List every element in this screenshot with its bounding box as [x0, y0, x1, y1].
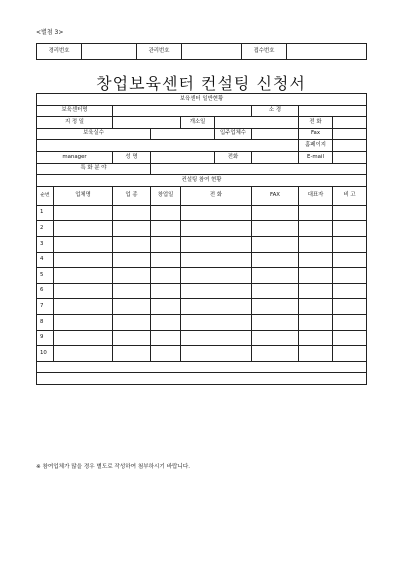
location-field[interactable] — [299, 105, 367, 117]
cell[interactable] — [113, 314, 151, 330]
cell[interactable] — [333, 236, 367, 252]
cell[interactable] — [113, 299, 151, 315]
col-header-remarks: 비 고 — [333, 186, 367, 205]
attachment-label: <별첨 3> — [36, 29, 64, 36]
management-number-field[interactable] — [182, 44, 242, 60]
opening-date-field[interactable] — [215, 117, 299, 129]
row-number: 9 — [37, 330, 54, 346]
cell[interactable] — [54, 221, 113, 237]
row-number: 6 — [37, 283, 54, 299]
cell[interactable] — [151, 330, 181, 346]
cell[interactable] — [54, 314, 113, 330]
row-number: 3 — [37, 236, 54, 252]
cell[interactable] — [181, 236, 252, 252]
tenant-count-field[interactable] — [252, 128, 299, 140]
cell[interactable] — [54, 205, 113, 221]
cell[interactable] — [151, 299, 181, 315]
cell[interactable] — [181, 299, 252, 315]
cell[interactable] — [252, 236, 299, 252]
manager-name-field[interactable] — [151, 151, 215, 163]
row-number: 10 — [37, 346, 54, 362]
cell[interactable] — [299, 283, 333, 299]
row-number: 5 — [37, 268, 54, 284]
opening-date-label: 개소일 — [181, 117, 215, 129]
cell[interactable] — [299, 330, 333, 346]
col-header-fax: FAX — [252, 186, 299, 205]
cell[interactable] — [252, 330, 299, 346]
cell[interactable] — [333, 299, 367, 315]
application-form-table — [36, 93, 367, 385]
location-label: 소 경 — [252, 105, 299, 117]
col-header-company: 업체명 — [54, 186, 113, 205]
cell[interactable] — [151, 268, 181, 284]
incubation-rooms-field[interactable] — [151, 128, 215, 140]
cell[interactable] — [299, 205, 333, 221]
cell[interactable] — [333, 283, 367, 299]
cell[interactable] — [113, 236, 151, 252]
consulting-section-heading: 컨설팅 참여 현황 — [37, 175, 367, 187]
fax-field[interactable] — [333, 128, 367, 140]
accounting-number-label: 경리번호 — [37, 44, 82, 60]
cell[interactable] — [113, 283, 151, 299]
rooms-tenants-blank[interactable] — [37, 140, 299, 152]
cell[interactable] — [151, 314, 181, 330]
cell[interactable] — [113, 330, 151, 346]
attachments-box — [37, 373, 367, 385]
cell[interactable] — [151, 252, 181, 268]
cell[interactable] — [252, 314, 299, 330]
cell[interactable] — [299, 221, 333, 237]
cell[interactable] — [151, 236, 181, 252]
cell[interactable] — [54, 346, 113, 362]
specialty-field[interactable] — [151, 163, 367, 175]
application-statement-box — [37, 361, 367, 373]
cell[interactable] — [299, 346, 333, 362]
manager-tel-label: 전화 — [215, 151, 252, 163]
cell[interactable] — [299, 252, 333, 268]
management-number-label: 관리번호 — [137, 44, 182, 60]
general-section-heading: 보육센터 일반현황 — [37, 94, 367, 106]
cell[interactable] — [333, 221, 367, 237]
specialty-label: 특 화 분 야 — [37, 163, 151, 175]
cell[interactable] — [252, 299, 299, 315]
cell[interactable] — [181, 205, 252, 221]
col-header-founding-date: 창업일 — [151, 186, 181, 205]
homepage-label: 홈페이지 — [299, 140, 333, 152]
cell[interactable] — [333, 268, 367, 284]
col-header-phone: 전 화 — [181, 186, 252, 205]
email-label: E-mail — [299, 151, 333, 163]
cell[interactable] — [151, 283, 181, 299]
center-name-label: 보육센터명 — [37, 105, 113, 117]
page-title: 창업보육센터 컨설팅 신청서 — [96, 74, 306, 93]
cell[interactable] — [252, 221, 299, 237]
cell[interactable] — [113, 346, 151, 362]
center-name-field[interactable] — [113, 105, 252, 117]
col-header-industry: 업 종 — [113, 186, 151, 205]
accounting-number-field[interactable] — [82, 44, 137, 60]
phone-field[interactable] — [333, 117, 367, 129]
cell[interactable] — [151, 205, 181, 221]
registry-number-table — [36, 43, 367, 60]
receipt-number-field[interactable] — [287, 44, 367, 60]
cell[interactable] — [113, 252, 151, 268]
cell[interactable] — [252, 283, 299, 299]
footnote: ※ 참여업체가 많을 경우 별도로 작성하여 첨부하시기 바랍니다. — [36, 464, 191, 470]
cell[interactable] — [333, 346, 367, 362]
cell[interactable] — [299, 299, 333, 315]
cell[interactable] — [181, 221, 252, 237]
homepage-field[interactable] — [333, 140, 367, 152]
cell[interactable] — [181, 268, 252, 284]
receipt-number-label: 접수번호 — [242, 44, 287, 60]
cell[interactable] — [333, 314, 367, 330]
row-number: 8 — [37, 314, 54, 330]
cell[interactable] — [252, 252, 299, 268]
cell[interactable] — [181, 283, 252, 299]
cell[interactable] — [113, 205, 151, 221]
cell[interactable] — [54, 283, 113, 299]
cell[interactable] — [333, 330, 367, 346]
cell[interactable] — [113, 221, 151, 237]
row-number: 1 — [37, 205, 54, 221]
cell[interactable] — [333, 252, 367, 268]
cell[interactable] — [54, 236, 113, 252]
cell[interactable] — [54, 299, 113, 315]
cell[interactable] — [54, 252, 113, 268]
cell[interactable] — [252, 205, 299, 221]
row-number: 2 — [37, 221, 54, 237]
cell[interactable] — [181, 314, 252, 330]
cell[interactable] — [181, 330, 252, 346]
cell[interactable] — [151, 346, 181, 362]
fax-label: Fax — [299, 128, 333, 140]
cell[interactable] — [252, 346, 299, 362]
email-field[interactable] — [333, 151, 367, 163]
phone-label: 전 화 — [299, 117, 333, 129]
cell[interactable] — [299, 314, 333, 330]
cell[interactable] — [299, 268, 333, 284]
cell[interactable] — [252, 268, 299, 284]
designation-date-field[interactable] — [113, 117, 181, 129]
manager-tel-field[interactable] — [252, 151, 299, 163]
col-header-number: 순번 — [37, 186, 54, 205]
cell[interactable] — [181, 346, 252, 362]
cell[interactable] — [181, 252, 252, 268]
cell[interactable] — [151, 221, 181, 237]
manager-name-label: 성 명 — [113, 151, 151, 163]
consulting-table-body — [37, 186, 367, 361]
row-number: 7 — [37, 299, 54, 315]
incubation-rooms-label: 보육실수 — [37, 128, 151, 140]
cell[interactable] — [54, 268, 113, 284]
cell[interactable] — [333, 205, 367, 221]
cell[interactable] — [299, 236, 333, 252]
designation-date-label: 지 정 일 — [37, 117, 113, 129]
tenant-count-label: 입주업체수 — [215, 128, 252, 140]
col-header-representative: 대표자 — [299, 186, 333, 205]
cell[interactable] — [113, 268, 151, 284]
manager-label: manager — [37, 151, 113, 163]
row-number: 4 — [37, 252, 54, 268]
cell[interactable] — [54, 330, 113, 346]
